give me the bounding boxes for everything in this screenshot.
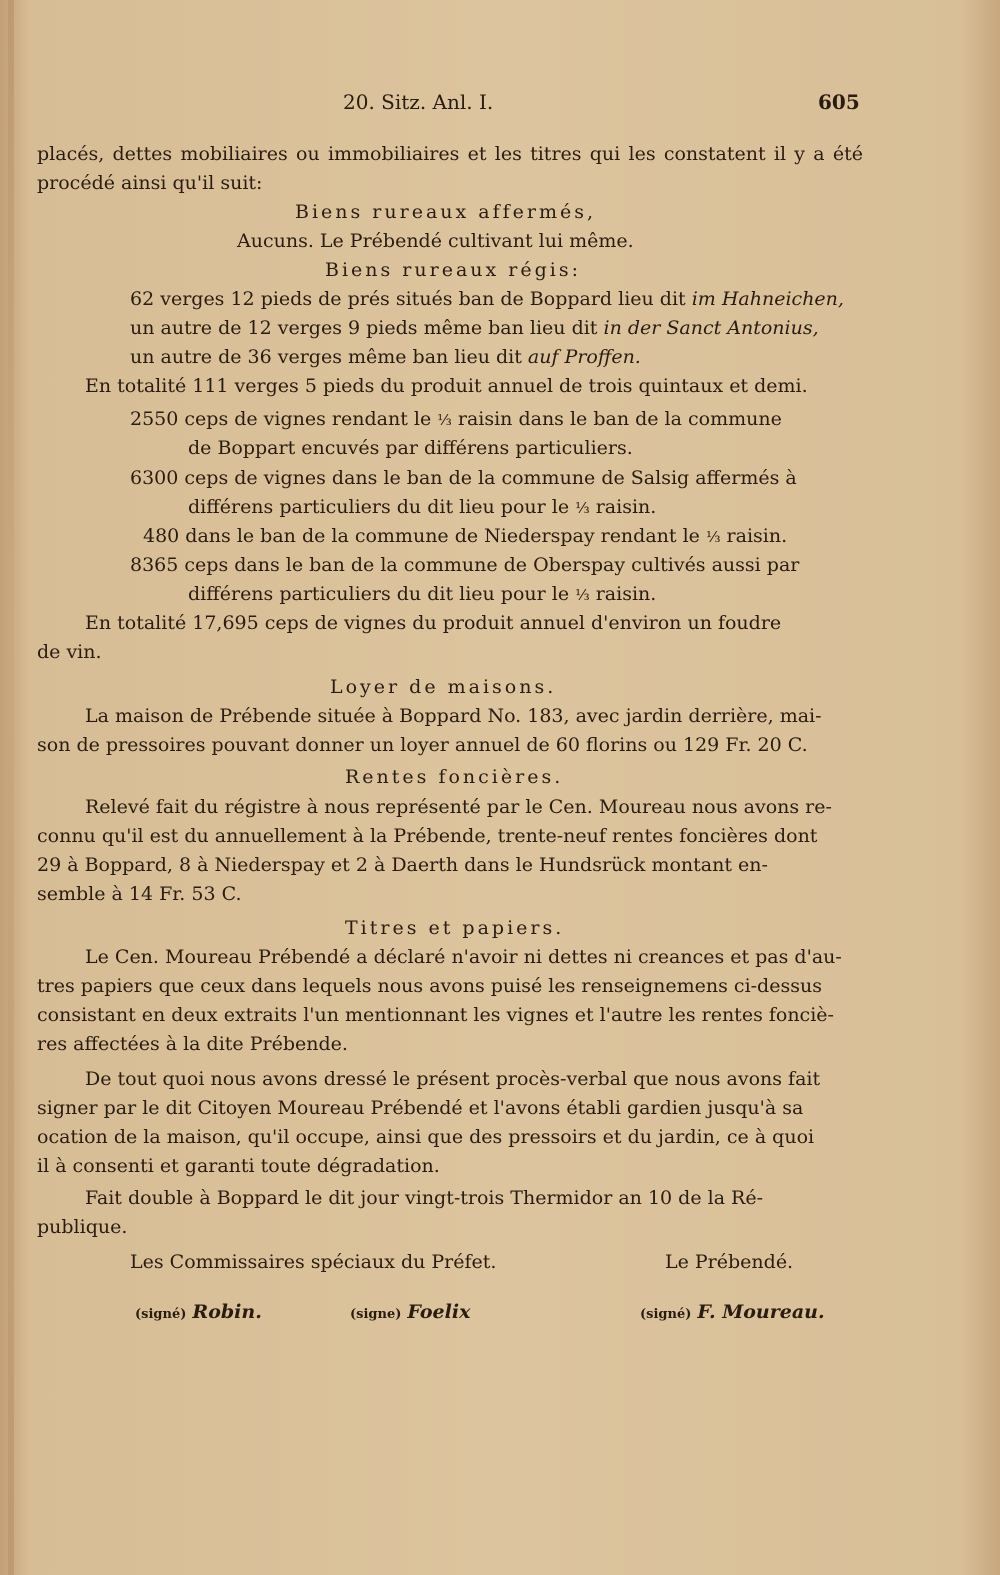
place-name: in der Sanct Antonius,: [603, 317, 819, 339]
signature-foelix: Foelix: [407, 1301, 471, 1323]
text-line: Aucuns. Le Prébendé cultivant lui même.: [237, 230, 634, 252]
text-span: 480 dans le ban de la commune de Niederspay rendant le: [143, 525, 700, 547]
text-line: signer par le dit Citoyen Moureau Prébendé et l'avons établi gardien jusqu'à sa: [37, 1097, 804, 1119]
section-heading: Biens rureaux affermés,: [295, 201, 597, 223]
text-line: res affectées à la dite Prébende.: [37, 1033, 348, 1055]
text-line: semble à 14 Fr. 53 C.: [37, 883, 242, 905]
text-span: raisin dans le ban de la commune: [457, 408, 782, 430]
text-line: 29 à Boppard, 8 à Niederspay et 2 à Daerth dans le Hundsrück montant en-: [37, 854, 768, 876]
one-third-fraction: ⅓: [575, 586, 590, 604]
text-line: 8365 ceps dans le ban de la commune de Oberspay cultivés aussi par: [130, 554, 800, 576]
one-third-fraction: ⅓: [575, 499, 590, 517]
signed-label: (signé): [640, 1307, 692, 1322]
text-line: Fait double à Boppard le dit jour vingt-trois Thermidor an 10 de la Ré-: [85, 1187, 764, 1209]
text-line: publique.: [37, 1216, 128, 1238]
text-span: différens particuliers du dit lieu pour le: [188, 583, 570, 605]
section-heading: Titres et papiers.: [345, 917, 565, 939]
text-line: procédé ainsi qu'il suit:: [37, 172, 263, 194]
text-span: un autre de 36 verges même ban lieu dit: [130, 346, 522, 368]
text-line: il à consenti et garanti toute dégradation.: [37, 1155, 440, 1177]
signature-robin: Robin.: [192, 1301, 262, 1323]
text-line: [188, 582, 656, 607]
text-span: raisin.: [595, 496, 657, 518]
text-line: [130, 316, 819, 340]
text-span: 2550 ceps de vignes rendant le: [130, 408, 432, 430]
text-line: [143, 524, 787, 549]
text-line: Relevé fait du régistre à nous représenté par le Cen. Moureau nous avons re-: [85, 796, 832, 818]
text-line: En totalité 111 verges 5 pieds du produit annuel de trois quintaux et demi.: [85, 375, 808, 397]
text-line: [130, 287, 844, 311]
one-third-fraction: ⅓: [437, 411, 452, 429]
text-line: son de pressoires pouvant donner un loyer annuel de 60 florins ou 129 Fr. 20 C.: [37, 734, 808, 756]
page-number: 605: [818, 90, 860, 114]
text-line: connu qu'il est du annuellement à la Prébende, trente-neuf rentes foncières dont: [37, 825, 818, 847]
place-name: auf Proffen.: [527, 346, 641, 368]
place-name: im Hahneichen,: [691, 288, 844, 310]
text-line: tres papiers que ceux dans lequels nous avons puisé les renseignemens ci-dessus: [37, 975, 822, 997]
signature-block: [350, 1300, 470, 1327]
section-heading: Rentes foncières.: [345, 766, 564, 788]
signed-label: (signe): [350, 1307, 402, 1322]
signed-label: (signé): [135, 1307, 187, 1322]
text-line: [130, 407, 782, 432]
text-span: raisin.: [726, 525, 788, 547]
signature-moureau: F. Moureau.: [697, 1301, 825, 1323]
text-line: placés, dettes mobiliaires ou immobiliaires et les titres qui les constatent il y a été: [37, 143, 863, 165]
text-line: [188, 495, 656, 520]
text-line: Le Cen. Moureau Prébendé a déclaré n'avoir ni dettes ni creances et pas d'au-: [85, 946, 842, 968]
binding-edge: [8, 0, 14, 1575]
text-span: un autre de 12 verges 9 pieds même ban lieu dit: [130, 317, 598, 339]
section-heading: Biens rureaux régis:: [325, 259, 581, 281]
text-span: raisin.: [595, 583, 657, 605]
text-line: de vin.: [37, 641, 102, 663]
signature-block: [640, 1300, 825, 1327]
prebendary-label: Le Prébendé.: [665, 1251, 794, 1273]
commissioners-label: Les Commissaires spéciaux du Préfet.: [130, 1251, 497, 1273]
signature-block: [135, 1300, 262, 1327]
text-line: [130, 345, 641, 369]
text-line: ocation de la maison, qu'il occupe, ainsi que des pressoirs et du jardin, ce à quoi: [37, 1126, 815, 1148]
text-line: De tout quoi nous avons dressé le présent procès-verbal que nous avons fait: [85, 1068, 821, 1090]
text-span: différens particuliers du dit lieu pour le: [188, 496, 570, 518]
text-line: consistant en deux extraits l'un mentionnant les vignes et l'autre les rentes fonciè-: [37, 1004, 834, 1026]
text-line: En totalité 17,695 ceps de vignes du produit annuel d'environ un foudre: [85, 612, 782, 634]
running-header: 20. Sitz. Anl. I.: [343, 90, 494, 114]
text-line: 6300 ceps de vignes dans le ban de la commune de Salsig affermés à: [130, 467, 797, 489]
section-heading: Loyer de maisons.: [330, 676, 557, 698]
text-span: 62 verges 12 pieds de prés situés ban de Boppard lieu dit: [130, 288, 686, 310]
text-line: La maison de Prébende située à Boppard No. 183, avec jardin derrière, mai-: [85, 705, 822, 727]
one-third-fraction: ⅓: [705, 528, 721, 546]
text-line: de Boppart encuvés par différens particuliers.: [188, 437, 633, 459]
